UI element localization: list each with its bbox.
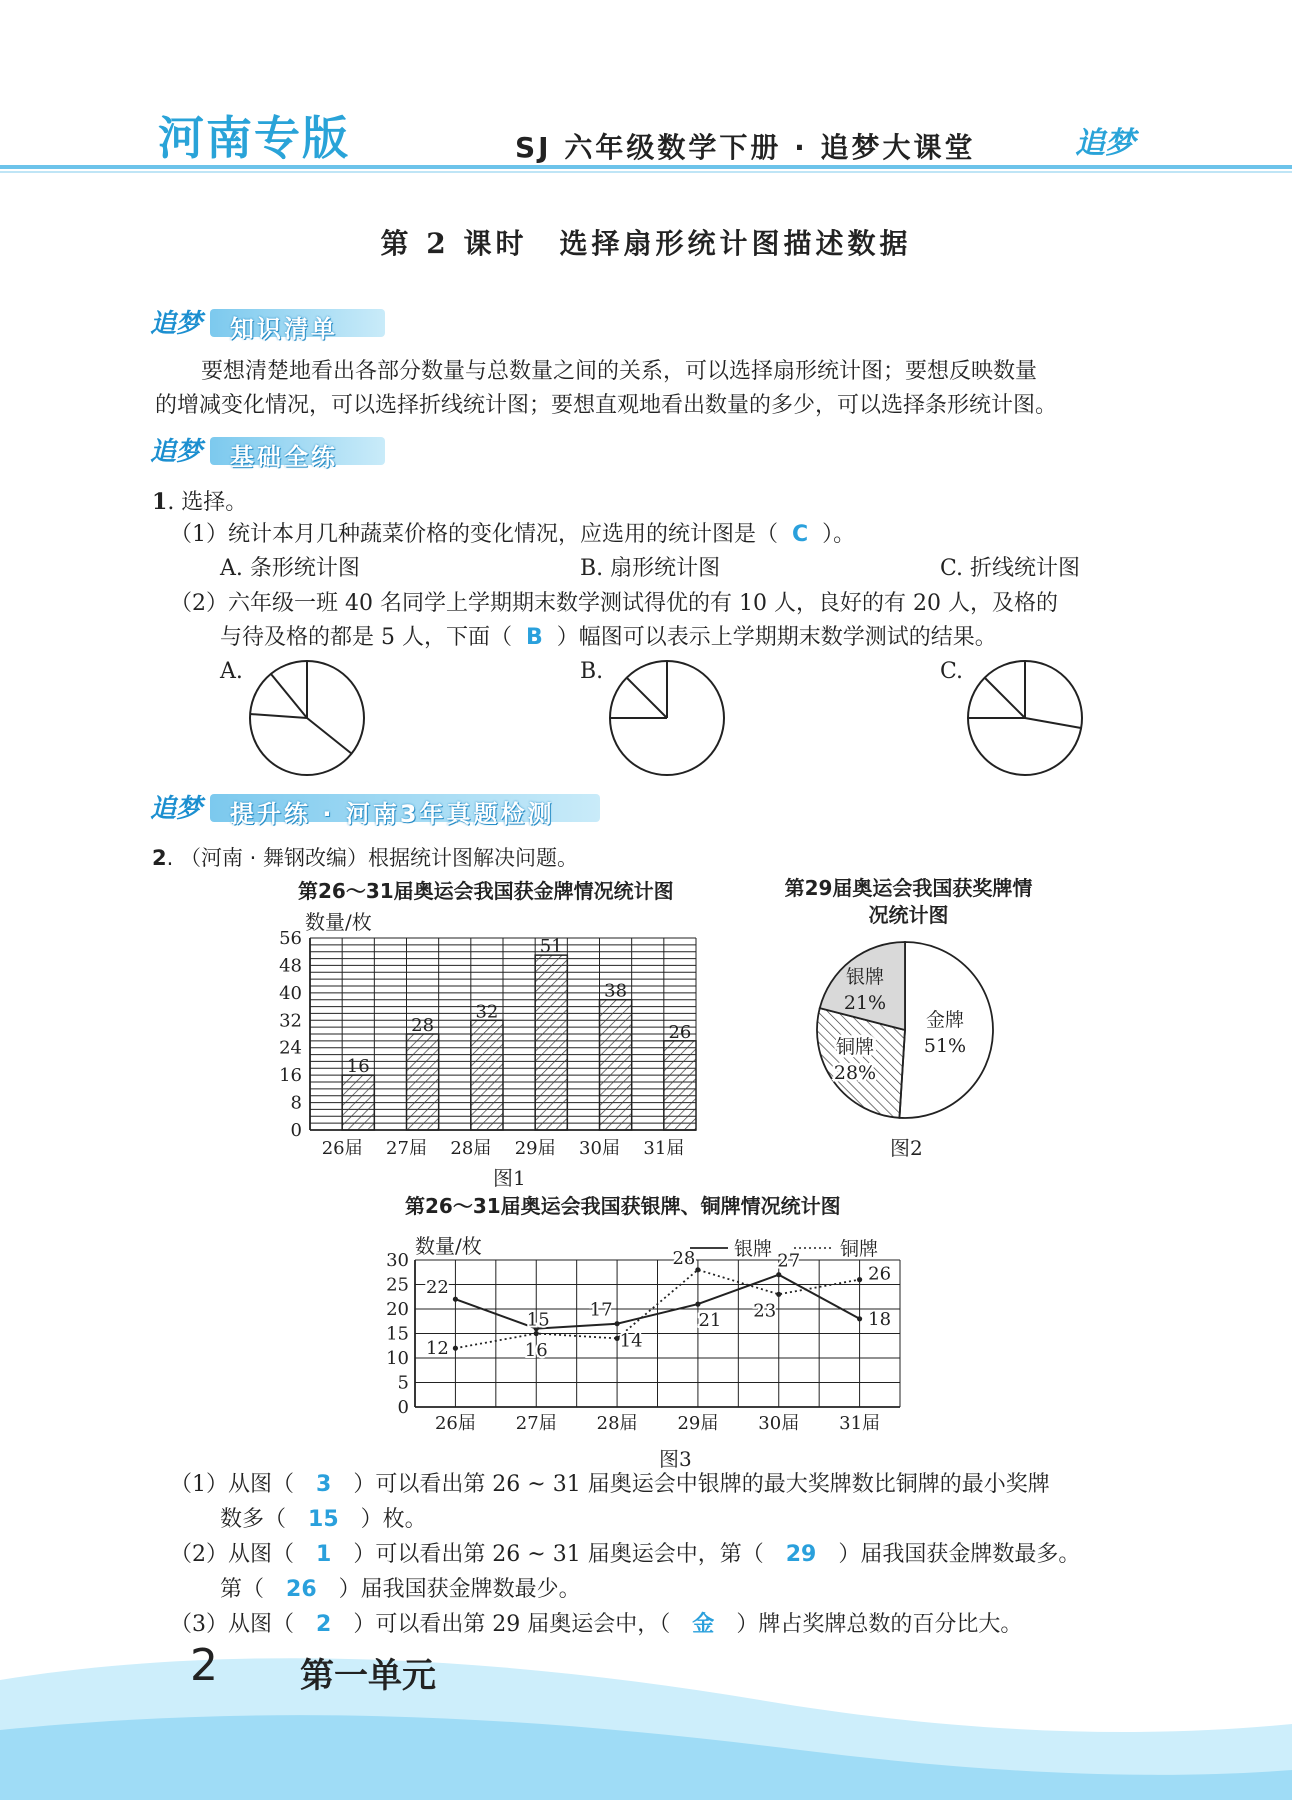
q2-number: 2	[152, 846, 167, 870]
fig1-y-tick: 32	[279, 1010, 302, 1032]
fig3-x-tick: 30届	[758, 1413, 800, 1434]
fig1-bar-label: 16	[346, 1056, 370, 1078]
fig2-pie-chart	[810, 935, 1000, 1125]
fig1-bar-chart	[260, 930, 760, 1160]
q2-sub1-l2-pre: 数多（	[220, 1507, 287, 1532]
q1-title-text: . 选择。	[167, 490, 248, 515]
q1-sub1-post: ）。	[822, 522, 856, 547]
fig2-slice-label: 铜牌	[835, 1036, 875, 1058]
fig3-point	[453, 1346, 458, 1351]
fig2-slice-label: 金牌	[925, 1009, 965, 1031]
fig3-point	[857, 1316, 862, 1321]
logo: 追梦	[1075, 126, 1135, 161]
fig1-x-tick: 31届	[643, 1138, 685, 1159]
fig3-point-label: 15	[526, 1309, 550, 1331]
fig3-point	[776, 1292, 781, 1297]
fig3-y-tick: 25	[386, 1274, 409, 1296]
fig3-point	[776, 1272, 781, 1277]
fig3-point-label: 18	[868, 1308, 892, 1330]
q1-sub1	[170, 518, 855, 552]
q2-sub2-post: ）届我国获金牌数最多。	[838, 1542, 1081, 1567]
fig3-y-tick: 30	[386, 1250, 409, 1271]
fig2-title: 第29届奥运会我国获奖牌情况统计图	[784, 876, 1033, 927]
pie-option-b-label: B.	[580, 659, 604, 684]
fig3-x-tick: 26届	[434, 1413, 476, 1434]
book-title: SJ 六年级数学下册 · 追梦大课堂	[515, 131, 976, 164]
section-basic	[150, 433, 390, 471]
q2-sub2-max-answer: 29	[785, 1542, 817, 1567]
section-advance	[150, 790, 610, 828]
fig1-bar-label: 38	[604, 980, 628, 1002]
q2-sub2-line2	[220, 1573, 581, 1607]
q2-sub2-l2-post: ）届我国获金牌数最少。	[338, 1577, 581, 1602]
q1-title	[152, 485, 247, 520]
q1-sub1-pre: （1）统计本月几种蔬菜价格的变化情况，应选用的统计图是（	[170, 522, 778, 547]
fig3-caption: 图3	[659, 1447, 692, 1471]
fig2-caption: 图2	[890, 1136, 923, 1160]
q2-sub2-l2-pre: 第（	[220, 1577, 265, 1602]
q2-sub3-fig-answer: 2	[316, 1612, 332, 1637]
fig1-y-tick: 0	[290, 1120, 302, 1141]
fig1-bar-label: 26	[668, 1021, 692, 1043]
header-divider-light	[0, 171, 1292, 173]
fig3-point-label: 12	[425, 1338, 449, 1360]
q2-sub1-mid: ）可以看出第 26 ~ 31 届奥运会中银牌的最大奖牌数比铜牌的最小奖牌	[353, 1472, 1050, 1497]
fig1-y-tick: 24	[279, 1037, 302, 1059]
q2-sub3-mid: ）可以看出第 29 届奥运会中，（	[353, 1612, 671, 1637]
q2-title-text: . （河南 · 舞钢改编）根据统计图解决问题。	[166, 846, 578, 870]
fig3-x-tick: 27届	[515, 1413, 557, 1434]
pie-option-c-label: C.	[940, 659, 964, 684]
fig1-bar	[407, 1034, 439, 1130]
fig1-x-tick: 26届	[321, 1138, 363, 1159]
fig3-point-label: 14	[619, 1330, 643, 1352]
fig3-x-tick: 31届	[839, 1413, 881, 1434]
q2-sub3-line1	[170, 1608, 1022, 1642]
fig1-x-tick: 28届	[450, 1138, 492, 1159]
q2-sub3-post: ）牌占奖牌总数的百分比大。	[736, 1612, 1023, 1637]
fig3-point	[534, 1331, 539, 1336]
fig3-point	[453, 1297, 458, 1302]
fig1-bar	[664, 1041, 696, 1130]
fig3-y-tick: 5	[397, 1372, 409, 1394]
knowledge-line-2: 的增减变化情况，可以选择折线统计图；要想直观地看出数量的多少，可以选择条形统计图。	[155, 393, 1058, 418]
q2-sub3-value-answer: 金	[692, 1612, 715, 1637]
fig3-point-label: 26	[868, 1263, 892, 1285]
pie-option-a-label: A.	[220, 659, 243, 684]
q1-sub2-line2	[220, 621, 997, 655]
q2-sub1-line1	[170, 1468, 1050, 1502]
brand-title: 河南专版	[158, 111, 350, 165]
q1-option-c: C. 折线统计图	[940, 556, 1081, 581]
fig3-x-tick: 28届	[596, 1413, 638, 1434]
unit-label: 第一单元	[300, 1656, 436, 1696]
section-badge: 追梦	[150, 794, 203, 824]
fig3-y-tick: 20	[386, 1299, 409, 1320]
q1-sub2-answer: B	[525, 625, 543, 650]
fig3-point-label: 16	[524, 1340, 548, 1362]
fig1-bar	[471, 1020, 503, 1130]
fig2-slice-pct: 51%	[923, 1035, 967, 1057]
q2-sub1-l2-post: ）枚。	[360, 1507, 427, 1532]
fig3-point-label: 22	[425, 1277, 449, 1299]
fig2-slice-pct: 28%	[833, 1062, 877, 1084]
fig2-slice-label: 银牌	[845, 966, 885, 988]
fig3-point-label: 21	[698, 1310, 722, 1332]
fig1-bar	[535, 955, 567, 1130]
fig1-y-tick: 40	[279, 982, 302, 1004]
pie-option-c	[963, 660, 1093, 780]
q2-sub2-line1	[170, 1538, 1080, 1572]
q1-option-b: B. 扇形统计图	[580, 556, 721, 581]
q2-sub1-line2	[220, 1503, 427, 1537]
section-label: 提升练 · 河南3年真题检测	[230, 800, 555, 828]
fig1-x-tick: 30届	[579, 1138, 620, 1159]
fig3-point	[695, 1302, 700, 1307]
q2-sub2-mid: ）可以看出第 26 ~ 31 届奥运会中，第（	[353, 1542, 764, 1567]
q2-title	[152, 841, 578, 875]
fig1-bar	[342, 1075, 374, 1130]
section-label: 基础全练	[230, 443, 338, 471]
q1-sub2-line1: （2）六年级一班 40 名同学上学期期末数学测试得优的有 10 人，良好的有 20 人，及格的	[170, 591, 1058, 616]
q1-sub2-post: ）幅图可以表示上学期期末数学测试的结果。	[556, 625, 997, 650]
fig3-title: 第26～31届奥运会我国获银牌、铜牌情况统计图	[405, 1194, 841, 1218]
fig1-y-tick: 8	[290, 1092, 302, 1114]
fig1-caption: 图1	[493, 1166, 526, 1190]
fig3-point	[695, 1267, 700, 1272]
section-badge: 追梦	[150, 309, 203, 339]
fig1-bar	[600, 1000, 632, 1130]
fig3-y-tick: 15	[386, 1323, 409, 1345]
fig1-title: 第26～31届奥运会我国获金牌情况统计图	[298, 879, 674, 903]
q2-sub2-fig-answer: 1	[316, 1542, 332, 1567]
fig3-point-label: 17	[589, 1299, 613, 1321]
fig1-x-tick: 29届	[514, 1138, 556, 1159]
q2-sub1-value-answer: 15	[308, 1507, 339, 1532]
page-number: 2	[190, 1640, 218, 1691]
q1-sub2-pre: 与待及格的都是 5 人，下面（	[220, 625, 512, 650]
knowledge-line-1: 要想清楚地看出各部分数量与总数量之间的关系，可以选择扇形统计图；要想反映数量	[201, 359, 1038, 384]
fig1-bar-label: 51	[539, 936, 563, 958]
fig3-legend-bronze-label: 铜牌	[840, 1238, 879, 1260]
section-label: 知识清单	[230, 315, 338, 343]
fig1-x-tick: 27届	[386, 1138, 427, 1159]
q2-sub1-fig-answer: 3	[316, 1472, 332, 1497]
pie-option-b	[605, 660, 735, 780]
q1-number: 1	[152, 489, 168, 515]
fig3-y-tick: 10	[386, 1348, 409, 1369]
q2-sub1-pre: （1）从图（	[170, 1472, 294, 1497]
q2-sub3-pre: （3）从图（	[170, 1612, 294, 1637]
q2-sub2-pre: （2）从图（	[170, 1542, 294, 1567]
fig1-y-tick: 48	[279, 955, 302, 977]
fig2-slice-pct: 21%	[843, 992, 887, 1014]
fig3-x-tick: 29届	[677, 1413, 719, 1434]
fig3-point-label: 23	[753, 1300, 777, 1322]
fig1-ylabel: 数量/枚	[305, 910, 372, 934]
header-divider	[0, 165, 1292, 169]
fig3-point	[857, 1277, 862, 1282]
q1-option-a: A. 条形统计图	[220, 556, 360, 581]
fig1-bar-label: 28	[411, 1015, 435, 1036]
fig1-bar-label: 32	[475, 1001, 499, 1023]
fig1-y-tick: 16	[279, 1065, 302, 1087]
section-knowledge	[150, 305, 390, 343]
q1-sub1-answer: C	[792, 522, 809, 547]
section-badge: 追梦	[150, 437, 203, 467]
fig3-legend-silver-label: 银牌	[734, 1238, 773, 1260]
pie-option-a	[245, 660, 375, 780]
fig3-point-label: 28	[672, 1247, 696, 1269]
fig3-point-label: 27	[777, 1250, 801, 1272]
fig3-y-tick: 0	[397, 1397, 409, 1418]
fig3-point	[614, 1321, 619, 1326]
q2-sub2-min-answer: 26	[286, 1577, 317, 1602]
fig1-y-tick: 56	[279, 928, 302, 949]
lesson-title: 第 2 课时 选择扇形统计图描述数据	[380, 227, 912, 260]
fig3-ylabel: 数量/枚	[415, 1234, 482, 1258]
